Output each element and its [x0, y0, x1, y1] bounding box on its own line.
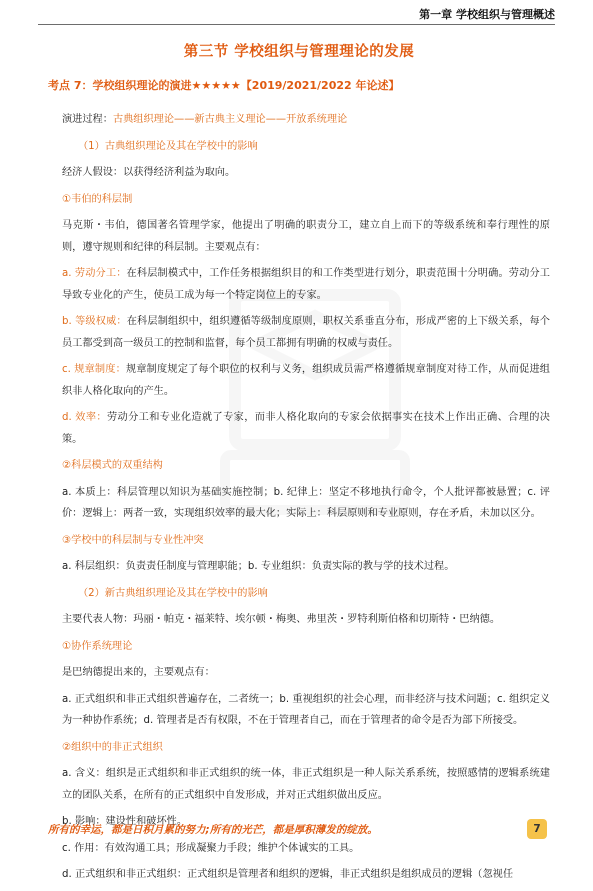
chapter-title: 第一章 学校组织与管理概述 — [419, 8, 555, 21]
subsection-2-heading: （2）新古典组织理论及其在学校中的影响 — [78, 587, 268, 599]
point-division-of-labor: a. 劳动分工：在科层制模式中，工作任务根据组织目的和工作类型进行划分，职责范围十分明确。劳动分工导致专业化的产生，使员工成为每一个特定岗位上的专家。 — [62, 268, 550, 301]
informal-function: c. 作用：有效沟通工具；形成凝聚力手段；维护个体诚实的工具。 — [62, 842, 360, 854]
conflict-heading: ③学校中的科层制与专业性冲突 — [62, 534, 204, 546]
subsection-1-heading: （1）古典组织理论及其在学校中的影响 — [78, 140, 258, 152]
conflict-text: a. 科层组织：负责责任制度与管理职能；b. 专业组织：负责实际的教与学的技术过程。 — [62, 561, 455, 572]
page-number-badge: 7 — [527, 819, 547, 839]
exam-point-heading: 考点 7：学校组织理论的演进★★★★★【2019/2021/2022 年论述】 — [48, 79, 400, 92]
informal-influence: b. 影响：建设性和破坏性。 — [62, 816, 188, 827]
section-title: 第三节 学校组织与管理理论的发展 — [183, 44, 415, 60]
figures-text: 主要代表人物：玛丽・帕克・福莱特、埃尔顿・梅奥、弗里茨・罗特利斯伯格和切斯特・巴纳德。 — [62, 614, 501, 625]
dual-structure-heading: ②科层模式的双重结构 — [62, 460, 163, 471]
point-efficiency: d. 效率：劳动分工和专业化造就了专家，而非人格化取向的专家会依据事实在技术上作出正确、合理的决策。 — [62, 412, 550, 445]
assumption-text: 经济人假设：以获得经济利益为取向。 — [62, 167, 236, 178]
point-hierarchy: b. 等级权威：在科层制组织中，组织遵循等级制度原则，职权关系垂直分布，形成严密的上下级关系，每个员工都受到高一级员工的控制和监督，每个员工都拥有明确的权威与责任。 — [62, 316, 550, 349]
header-rule — [38, 24, 555, 25]
weber-heading: ①韦伯的科层制 — [62, 193, 133, 205]
coop-intro: 是巴纳德提出来的，主要观点有： — [62, 667, 215, 678]
point-rules: c. 规章制度：规章制度规定了每个职位的权利与义务，组织成员需严格遵循规章制度对待工作，从而促进组织非人格化取向的产生。 — [62, 364, 550, 397]
coop-system-heading: ①协作系统理论 — [62, 640, 133, 652]
evolution-line: 演进过程：古典组织理论——新古典主义理论——开放系统理论 — [62, 114, 348, 125]
footer-motto: 所有的幸运，都是日积月累的努力;所有的光芒，都是厚积薄发的绽放。 — [48, 824, 378, 836]
dual-structure-text: a. 本质上：科层管理以知识为基础实施控制；b. 纪律上：坚定不移地执行命令，个人批评都被悬置；c. 评价：逻辑上：两者一致，实现组织效率的最大化；实际上：科层原则和专业原则，存在矛盾，未加以区分。 — [62, 486, 550, 519]
page-header — [0, 0, 593, 24]
weber-intro: 马克斯・韦伯，德国著名管理学家，他提出了明确的职责分工，建立自上而下的等级系统和奉行理性的原则，遵守规则和纪律的科层制。主要观点有： — [62, 220, 550, 253]
informal-org-heading: ②组织中的非正式组织 — [62, 741, 163, 753]
coop-text: a. 正式组织和非正式组织普遍存在，二者统一；b. 重视组织的社会心理，而非经济与技术问题；c. 组织定义为一种协作系统；d. 管理者是否有权限，不在于管理者自己，而在于管理者的命令是否为部下所接受。 — [62, 693, 550, 726]
informal-definition: a. 含义：组织是正式组织和非正式组织的统一体，非正式组织是一种人际关系系统，按照感情的逻辑系统建立的团队关系，在所有的正式组织中自发形成，并对正式组织做出反应。 — [62, 768, 550, 801]
page-body — [48, 40, 550, 891]
informal-vs-formal: d. 正式组织和非正式组织：正式组织是管理者和组织的逻辑，非正式组织是组织成员的逻辑（忽视任 — [62, 869, 514, 880]
